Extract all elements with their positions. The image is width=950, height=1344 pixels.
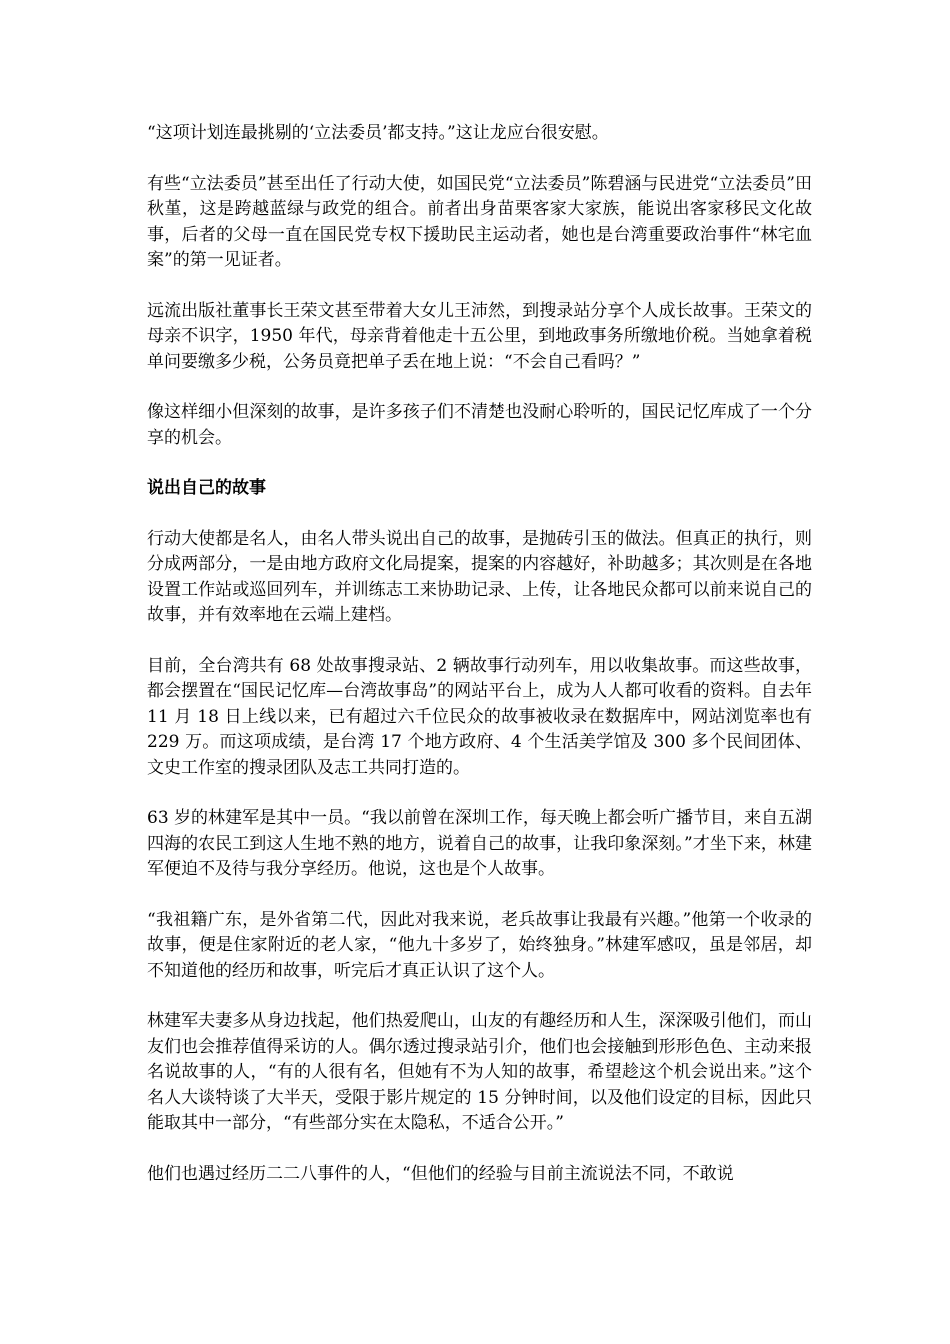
paragraph-10: 他们也遇过经历二二八事件的人，“但他们的经验与目前主流说法不同，不敢说 xyxy=(147,1163,734,1184)
paragraph-3: 远流出版社董事长王荣文甚至带着大女儿王沛然，到搜录站分享个人成长故事。王荣文的母亲不识字，1950 年代，母亲背着他走十五公里，到地政事务所缴地价税。当她拿着税单问要缴多少税，公务员竟把单子丢在地上说：“不会自己看吗？” xyxy=(147,300,812,372)
paragraph-6: 目前，全台湾共有 68 处故事搜录站、2 辆故事行动列车，用以收集故事。而这些故事，都会摆置在“国民记忆库—台湾故事岛”的网站平台上，成为人人都可收看的资料。自去年 11 月 18 日上线以来，已有超过六千位民众的故事被收录在数据库中，网站浏览率也有 229 万。而这项成绩，是台湾 17 个地方政府、4 个生活美学馆及 300 多个民间团体、文史工作室的搜录团队及志工共同打造的。 xyxy=(147,655,812,778)
paragraph-4: 像这样细小但深刻的故事，是许多孩子们不清楚也没耐心聆听的，国民记忆库成了一个分享的机会。 xyxy=(147,402,812,448)
paragraph-8: “我祖籍广东，是外省第二代，因此对我来说，老兵故事让我最有兴趣。”他第一个收录的故事，便是住家附近的老人家，“他九十多岁了，始终独身。”林建军感叹，虽是邻居，却不知道他的经历和故事，听完后才真正认识了这个人。 xyxy=(147,909,812,981)
paragraph-2: 有些“立法委员”甚至出任了行动大使，如国民党“立法委员”陈碧涵与民进党“立法委员”田秋堇，这是跨越蓝绿与政党的组合。前者出身苗栗客家大家族，能说出客家移民文化故事，后者的父母一直在国民党专权下援助民主运动者，她也是台湾重要政治事件“林宅血案”的第一见证者。 xyxy=(147,173,812,270)
paragraph-1: “这项计划连最挑剔的‘立法委员’都支持。”这让龙应台很安慰。 xyxy=(147,123,609,143)
paragraph-9: 林建军夫妻多从身边找起，他们热爱爬山，山友的有趣经历和人生，深深吸引他们，而山友们也会推荐值得采访的人。偶尔透过搜录站引介，他们也会接触到形形色色、主动来报名说故事的人，“有的人很有名，但她有不为人知的故事，希望趁这个机会说出来。”这个名人大谈特谈了大半天，受限于影片规定的 15 分钟时间，以及他们设定的目标，因此只能取其中一部分，“有些部分实在太隐私，不适合公开。” xyxy=(147,1011,812,1133)
paragraph-7: 63 岁的林建军是其中一员。“我以前曾在深圳工作，每天晚上都会听广播节目，来自五湖四海的农民工到这人生地不熟的地方，说着自己的故事，让我印象深刻。”才坐下来，林建军便迫不及待与我分享经历。他说，这也是个人故事。 xyxy=(147,808,812,879)
paragraph-5: 行动大使都是名人，由名人带头说出自己的故事，是抛砖引玉的做法。但真正的执行，则分成两部分，一是由地方政府文化局提案，提案的内容越好，补助越多；其次则是在各地设置工作站或巡回列车，并训练志工来协助记录、上传，让各地民众都可以前来说自己的故事，并有效率地在云端上建档。 xyxy=(147,528,812,625)
article-body xyxy=(147,121,812,1212)
section-heading: 说出自己的故事 xyxy=(147,478,266,498)
